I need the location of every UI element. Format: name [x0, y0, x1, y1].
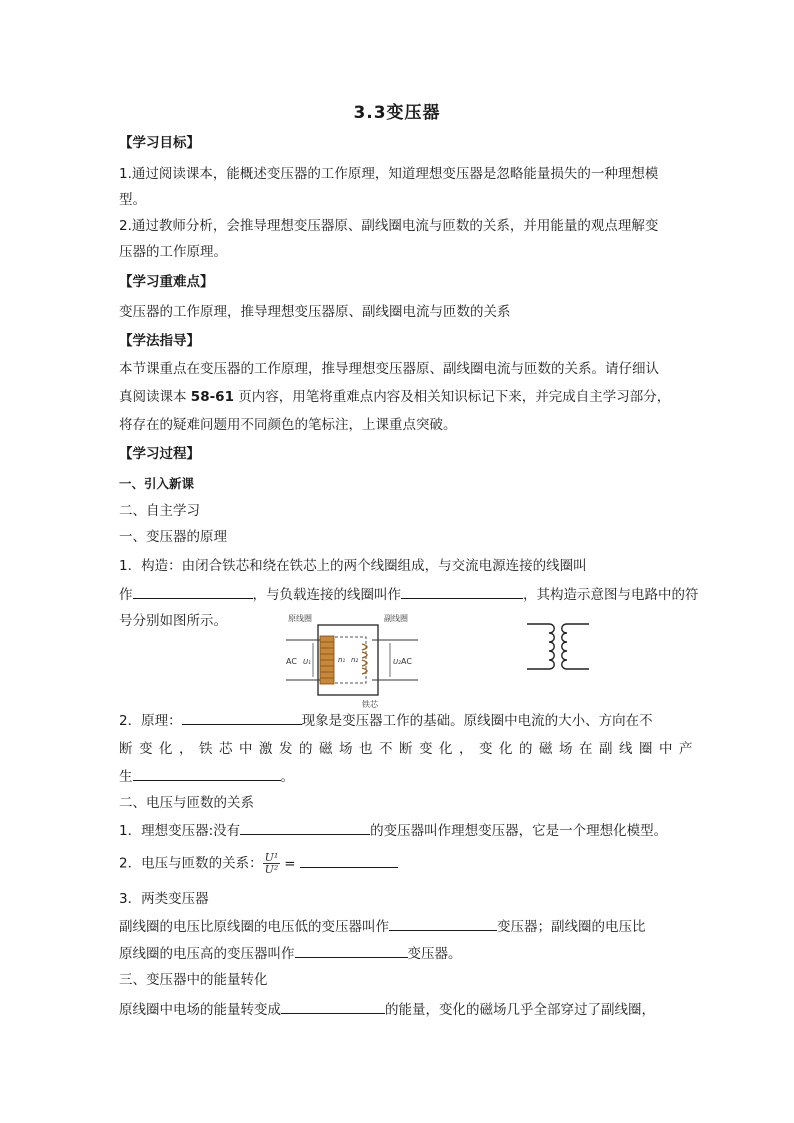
question-1-line-c: 号分别如图所示。 — [119, 613, 227, 629]
fraction-numerator: U¹ — [264, 851, 279, 864]
question-1-line-a: 1．构造：由闭合铁芯和绕在铁芯上的两个线圈组成，与交流电源连接的线圈叫 — [119, 558, 587, 574]
question-6 — [119, 999, 655, 1020]
page-range: 58-61 — [190, 389, 234, 405]
part-2-heading: 二、自主学习 — [119, 503, 200, 519]
equals-sign: = — [284, 855, 296, 872]
section-heading-process: 【学习过程】 — [119, 446, 200, 462]
blank-magnetic-energy[interactable] — [281, 999, 385, 1014]
q6-text: 的能量，变化的磁场几乎全部穿过了副线圈， — [385, 1002, 655, 1018]
method-line-b — [119, 387, 670, 407]
question-5-line-a — [119, 916, 646, 937]
blank-principle[interactable] — [182, 710, 302, 725]
q3-text: 的变压器叫作理想变压器，它是一个理想化模型。 — [370, 823, 668, 839]
core-label: 铁芯 — [362, 700, 378, 709]
secondary-coil-label: 副线圈 — [384, 614, 408, 623]
blank-ideal-transformer[interactable] — [240, 820, 370, 835]
u1-label: U₁ — [303, 658, 311, 666]
fraction-denominator: U² — [264, 863, 279, 876]
section-heading-key: 【学习重难点】 — [119, 274, 214, 290]
method-text: 页内容，用笔将重难点内容及相关知识标记下来，并完成自主学习部分， — [233, 389, 671, 405]
method-line-c: 将存在的疑难问题用不同颜色的笔标注，上课重点突破。 — [119, 417, 457, 433]
blank-turns-ratio[interactable] — [300, 853, 398, 868]
q1-text: ，与负载连接的线圈叫作 — [252, 587, 401, 603]
q5-text: 副线圈的电压比原线圈的电压低的变压器叫作 — [119, 919, 389, 935]
key-text: 变压器的工作原理，推导理想变压器原、副线圈电流与匝数的关系 — [119, 304, 511, 320]
q2-text: 现象是变压器工作的基础。原线圈中电流的大小、方向在不 — [301, 713, 653, 729]
blank-secondary-coil[interactable] — [401, 584, 523, 599]
blank-step-up[interactable] — [295, 943, 408, 958]
question-3 — [119, 820, 667, 841]
ac-left-label: AC — [286, 657, 297, 666]
question-2-line-b: 断变化，铁芯中激发的磁场也不断变化，变化的磁场在副线圈中产 — [119, 741, 699, 757]
q1-text: 作 — [119, 587, 133, 603]
question-4 — [119, 852, 398, 875]
q5-text: 原线圈的电压高的变压器叫作 — [119, 946, 295, 962]
blank-induced[interactable] — [133, 766, 281, 781]
goal-1-line-b: 型。 — [119, 192, 146, 208]
n1-label: n₁ — [338, 656, 346, 664]
subsection-principle: 一、变压器的原理 — [119, 529, 227, 545]
voltage-ratio-fraction — [263, 852, 281, 875]
goal-2-line-b: 压器的工作原理。 — [119, 244, 227, 260]
ac-right-label: AC — [401, 657, 412, 666]
section-heading-goals: 【学习目标】 — [119, 135, 200, 151]
primary-coil-label: 原线圈 — [288, 614, 312, 623]
q2-text: 生 — [119, 769, 133, 785]
question-2-line-c — [119, 766, 294, 787]
question-5: 3．两类变压器 — [119, 891, 209, 907]
q1-text: ，其构造示意图与电路中的符 — [523, 587, 699, 603]
transformer-symbol — [525, 622, 591, 680]
q2-text: 。 — [280, 769, 294, 785]
goal-2-line-a: 2.通过教师分析，会推导理想变压器原、副线圈电流与匝数的关系，并用能量的观点理解变 — [119, 218, 659, 234]
question-2-line-a — [119, 710, 653, 731]
part-1-heading: 一、引入新课 — [119, 476, 195, 491]
subsection-voltage-turns: 二、电压与匝数的关系 — [119, 795, 254, 811]
question-5-line-b — [119, 943, 462, 964]
blank-primary-coil[interactable] — [133, 584, 253, 599]
transformer-diagram — [282, 612, 422, 712]
method-line-a: 本节课重点在变压器的工作原理，推导理想变压器原、副线圈电流与匝数的关系。请仔细认 — [119, 361, 659, 377]
question-1-line-b — [119, 584, 699, 605]
page-title: 3.3变压器 — [353, 103, 441, 123]
q5-text: 变压器；副线圈的电压比 — [497, 919, 646, 935]
goal-1-line-a: 1.通过阅读课本，能概述变压器的工作原理，知道理想变压器是忽略能量损失的一种理想模 — [119, 166, 659, 182]
subsection-energy: 三、变压器中的能量转化 — [119, 972, 268, 988]
method-text: 真阅读课本 — [119, 389, 191, 405]
q5-text: 变压器。 — [407, 946, 462, 962]
u2-label: U₂ — [393, 658, 401, 666]
blank-step-down[interactable] — [389, 916, 497, 931]
q4-text: 2．电压与匝数的关系： — [119, 855, 263, 872]
n2-label: n₂ — [351, 656, 359, 664]
q2-text: 2．原理： — [119, 713, 182, 729]
q3-text: 1．理想变压器:没有 — [119, 823, 241, 839]
core-inner — [330, 637, 366, 683]
q6-text: 原线圈中电场的能量转变成 — [119, 1002, 281, 1018]
section-heading-method: 【学法指导】 — [119, 333, 200, 349]
